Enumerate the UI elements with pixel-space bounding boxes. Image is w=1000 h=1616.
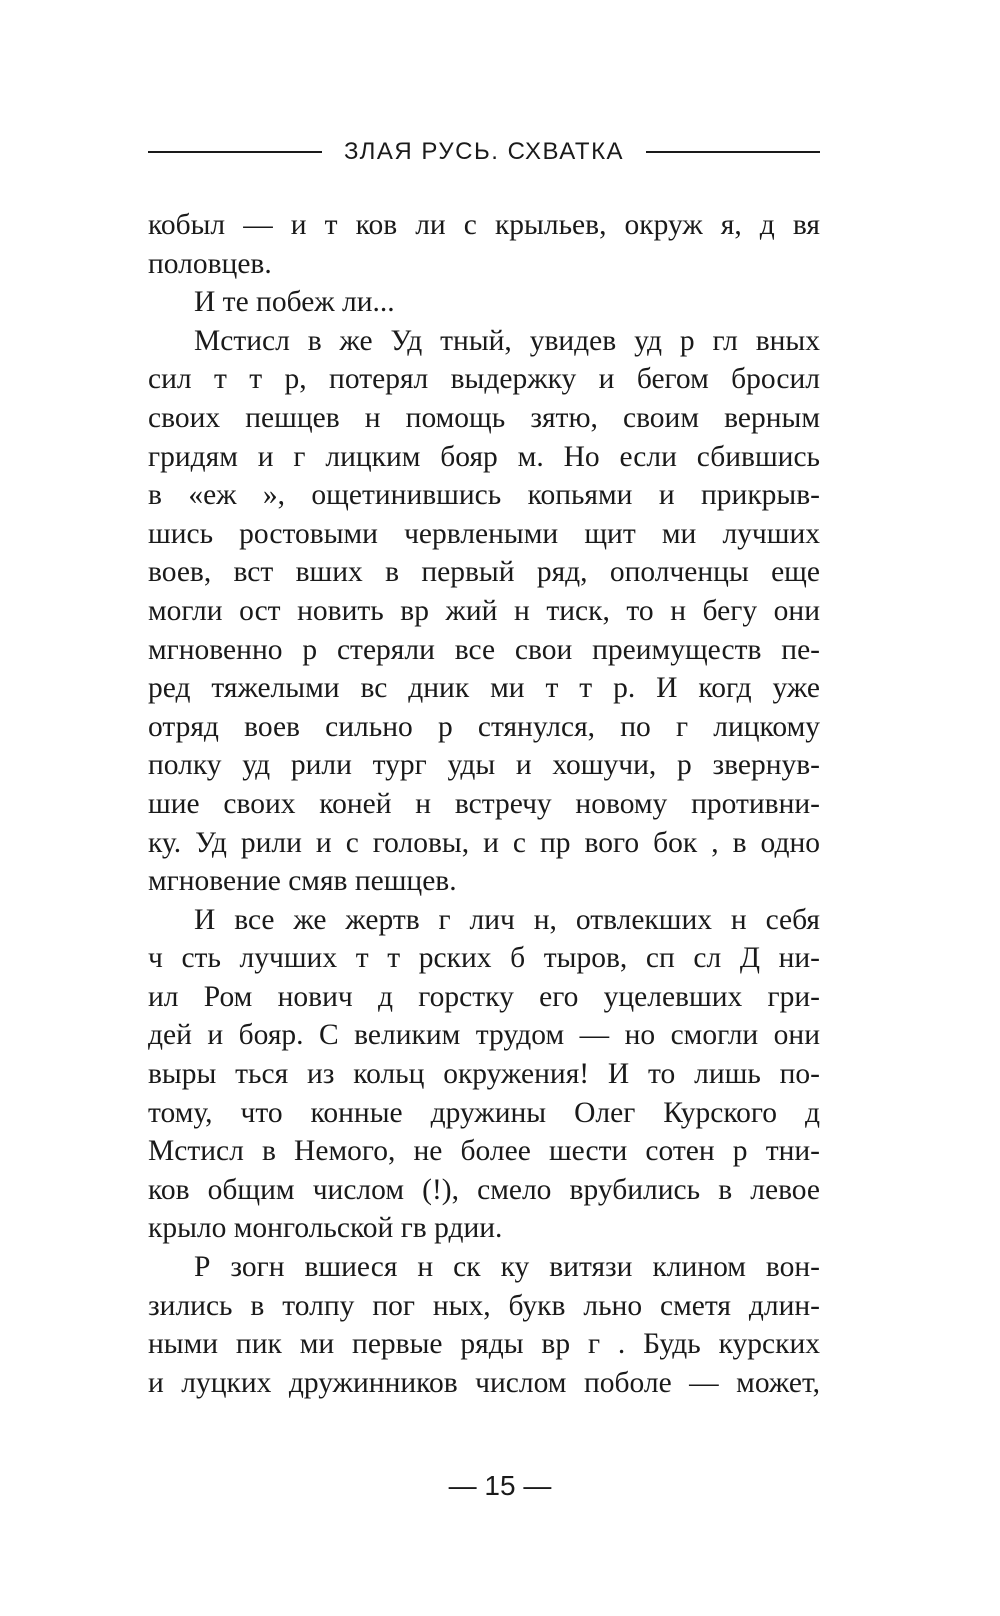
text-line: и луцких дружинников числом поболе — может, — [148, 1366, 820, 1399]
text-line: кобыл — и т ков ли с крыльев, окруж я, д вя — [148, 209, 820, 241]
text-line: отряд воев сильно р стянулся, по г лицкому — [148, 710, 820, 743]
text-line: шись ростовыми червлеными щит ми лучших — [148, 517, 820, 550]
chapter-title: ЗЛАЯ РУСЬ. СХВАТКА — [343, 138, 625, 165]
text-line: воев, вст вших в первый ряд, ополченцы еще — [148, 556, 820, 589]
text-line: И те побеж ли... — [194, 286, 395, 319]
text-line: гридям и г лицким бояр м. Но если сбившись — [148, 440, 820, 473]
text-line: дей и бояр. С великим трудом — но смогли они — [148, 1019, 820, 1052]
text-line: мгновение смяв пешцев. — [148, 865, 457, 898]
text-line: полку уд рили тург уды и хошучи, р звернув- — [148, 749, 820, 782]
text-line: в «еж », ощетинившись копьями и прикрыв- — [148, 479, 820, 512]
text-line: мгновенно р стеряли все свои преимуществ пе- — [148, 633, 820, 666]
text-line: могли ост новить вр жий н тиск, то н бегу они — [148, 594, 820, 627]
text-line: ред тяжелыми вс дник ми т т р. И когд уже — [148, 672, 820, 705]
text-line: зились в толпу пог ных, букв льно сметя длин- — [148, 1289, 820, 1322]
header-rule-right — [646, 151, 820, 153]
text-line: Мстисл в же Уд тный, увидев уд р гл вных — [194, 324, 820, 357]
text-line: ков общим числом (!), смело врубились в левое — [148, 1173, 820, 1206]
text-line: шие своих коней н встречу новому противни- — [148, 787, 820, 820]
page-number: — 15 — — [448, 1470, 552, 1501]
text-line: тому, что конные дружины Олег Курского д — [148, 1096, 820, 1129]
text-line: И все же жертв г лич н, отвлекших н себя — [194, 903, 820, 936]
text-line: выры ться из кольц окружения! И то лишь по- — [148, 1058, 820, 1091]
running-head — [148, 132, 820, 172]
text-line: крыло монгольской гв рдии. — [148, 1212, 503, 1245]
text-line: ными пик ми первые ряды вр г . Будь курских — [148, 1328, 820, 1361]
text-line: Р зогн вшиеся н ск ку витязи клином вон- — [194, 1251, 820, 1284]
header-rule-left — [148, 151, 322, 153]
text-line: ил Ром нович д горстку его уцелевших гри- — [148, 980, 820, 1013]
text-line: половцев. — [148, 247, 272, 280]
text-line: ч сть лучших т т рских б тыров, сп сл Д ни- — [148, 942, 820, 975]
text-line: Мстисл в Немого, не более шести сотен р тни- — [148, 1135, 820, 1168]
body-text — [148, 206, 820, 1402]
text-line: сил т т р, потерял выдержку и бегом бросил — [148, 363, 820, 396]
text-line: своих пешцев н помощь зятю, своим верным — [148, 401, 820, 434]
text-line: ку. Уд рили и с головы, и с пр вого бок , в одно — [148, 826, 820, 859]
